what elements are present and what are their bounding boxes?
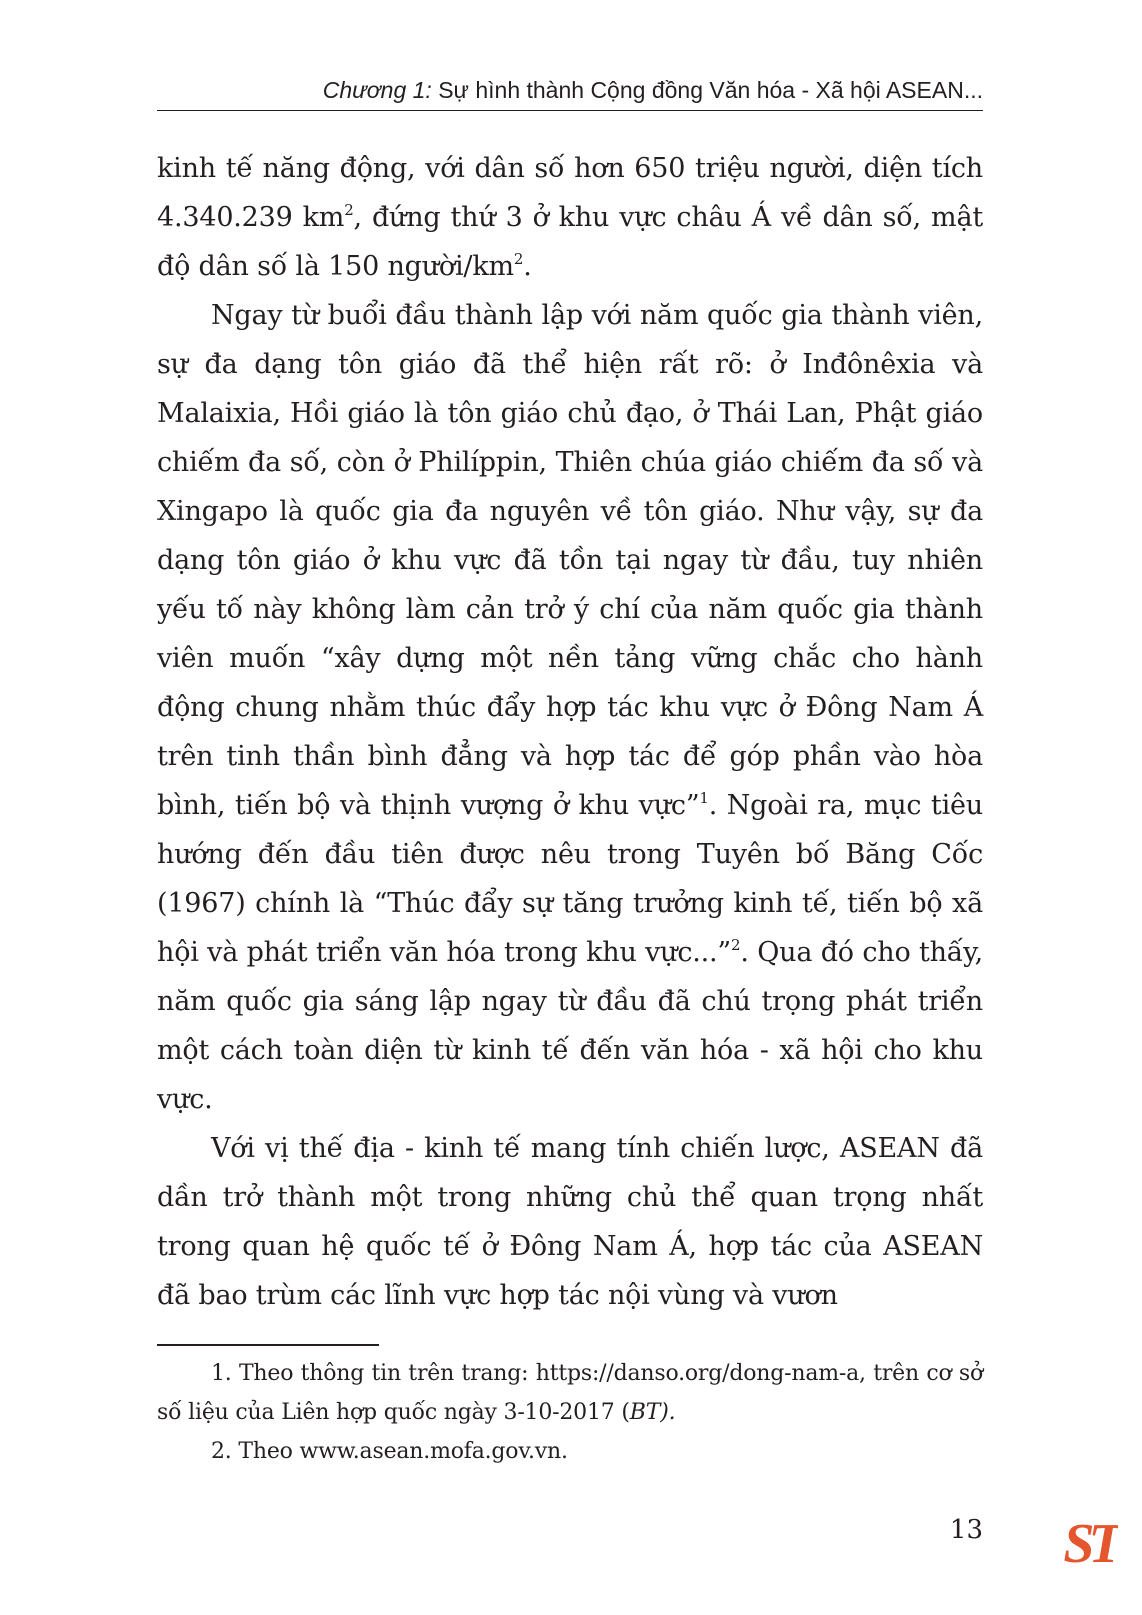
page-number: 13 — [949, 1515, 983, 1545]
footnotes — [157, 1354, 983, 1471]
footnote-divider — [157, 1344, 379, 1346]
main-text — [157, 144, 983, 1320]
paragraph-2-text-b: . Ngoài ra, mục tiêu hướng đến đầu tiên được nêu trong Tuyên bố Băng Cốc (1967) chính là “Thúc đẩy sự tăng trưởng kinh tế, tiến bộ xã hội và phát triển văn hóa trong khu vực...” — [157, 790, 983, 968]
publisher-logo-text: ST — [1063, 1513, 1117, 1572]
footnote-1-abbrev: BT). — [629, 1400, 676, 1425]
chapter-label: Chương 1: — [322, 77, 432, 103]
paragraph-1 — [157, 144, 983, 291]
publisher-logo-icon — [1062, 1510, 1118, 1572]
superscript-2: 2 — [344, 201, 354, 219]
running-header — [157, 70, 983, 110]
paragraph-2-text-c: . Qua đó cho thấy, năm quốc gia sáng lập ngay từ đầu đã chú trọng phát triển một cách toàn diện từ kinh tế đến văn hóa - xã hội cho khu vực. — [157, 937, 983, 1115]
footnote-1-text: 1. Theo thông tin trên trang: https://danso.org/dong-nam-a, trên cơ sở số liệu của Liên hợp quốc ngày 3-10-2017 ( — [157, 1361, 983, 1425]
superscript-2: 2 — [513, 250, 524, 268]
paragraph-1-text-a: kinh tế năng động, với dân số hơn 650 triệu người, diện tích 4.340.239 km — [157, 153, 983, 233]
paragraph-2-text-a: Ngay từ buổi đầu thành lập với năm quốc gia thành viên, sự đa dạng tôn giáo đã thể hiện rất rõ: ở Inđônêxia và Malaixia, Hồi giáo là tôn giáo chủ đạo, ở Thái Lan, Phật giáo chiếm đa số, còn ở Philíppin, Thiên chúa giáo chiếm đa số và Xingapo là quốc gia đa nguyên về tôn giáo. Như vậy, sự đa dạng tôn giáo ở khu vực đã tồn tại ngay từ đầu, tuy nhiên yếu tố này không làm cản trở ý chí của năm quốc gia thành viên muốn “xây dựng một nền tảng vững chắc cho hành động chung nhằm thúc đẩy hợp tác khu vực ở Đông Nam Á trên tinh thần bình đẳng và hợp tác để góp phần vào hòa bình, tiến bộ và thịnh vượng ở khu vực” — [157, 300, 983, 821]
header-divider — [157, 110, 983, 111]
footnote-ref-2[interactable]: 2 — [731, 936, 741, 954]
footnote-1 — [157, 1354, 983, 1432]
paragraph-1-text-c: . — [523, 251, 532, 282]
paragraph-2 — [157, 291, 983, 1124]
paragraph-3: Với vị thế địa - kinh tế mang tính chiến lược, ASEAN đã dần trở thành một trong những chủ thể quan trọng nhất trong quan hệ quốc tế ở Đông Nam Á, hợp tác của ASEAN đã bao trùm các lĩnh vực hợp tác nội vùng và vươn — [157, 1133, 983, 1311]
footnote-2: 2. Theo www.asean.mofa.gov.vn. — [211, 1439, 568, 1464]
footnote-ref-1[interactable]: 1 — [699, 789, 709, 807]
chapter-title: Sự hình thành Cộng đồng Văn hóa - Xã hội ASEAN... — [431, 77, 983, 103]
paragraph-1-text-b: , đứng thứ 3 ở khu vực châu Á về dân số, mật độ dân số là 150 người/km — [157, 202, 983, 282]
